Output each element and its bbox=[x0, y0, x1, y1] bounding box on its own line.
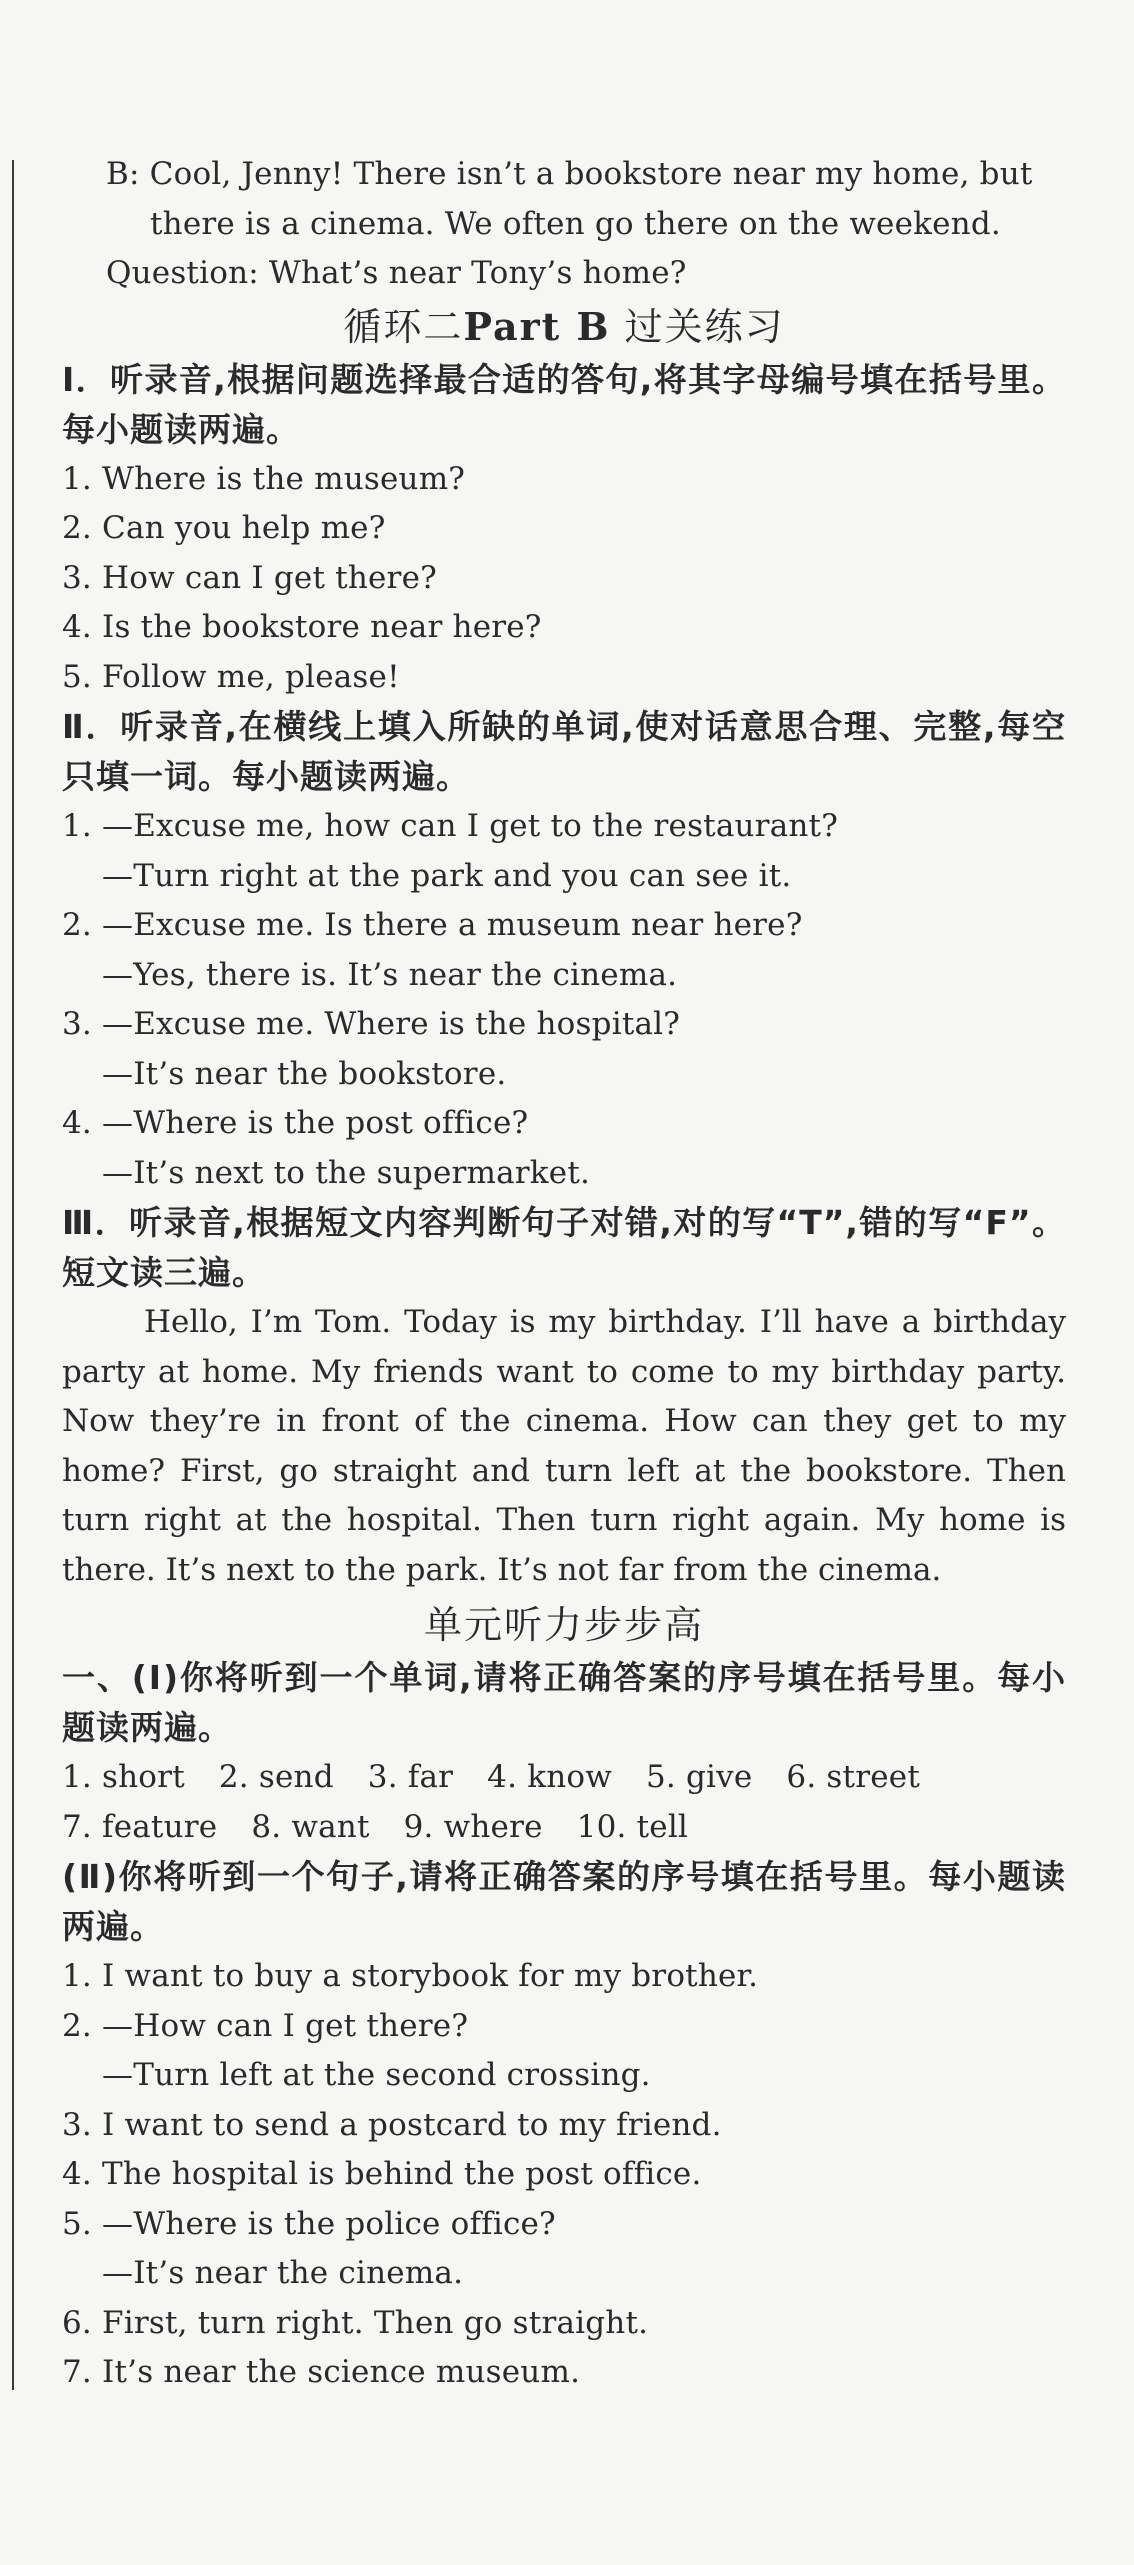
list-item: 4. Is the bookstore near here? bbox=[62, 609, 542, 645]
part3-instruction: Ⅲ．听录音,根据短文内容判断句子对错,对的写“T”,错的写“F”。短文读三遍。 bbox=[62, 1203, 1066, 1292]
question-line: Question: What’s near Tony’s home? bbox=[106, 255, 687, 291]
list-item: 1. Where is the museum? bbox=[62, 460, 466, 497]
sentence-item: —Turn left at the second crossing. bbox=[102, 2057, 651, 2093]
section-b-title-prefix: 循环二 bbox=[343, 304, 464, 349]
word-item: 3. far bbox=[367, 1759, 454, 1795]
word-item: 2. send bbox=[218, 1759, 334, 1795]
word-item: 10. tell bbox=[576, 1808, 689, 1845]
word-item: 7. feature bbox=[62, 1808, 218, 1845]
sub2-instruction: (Ⅱ)你将听到一个句子,请将正确答案的序号填在括号里。每小题读两遍。 bbox=[62, 1857, 1066, 1946]
dialogue-question: 2. —Excuse me. Is there a museum near here? bbox=[62, 907, 803, 943]
word-item: 4. know bbox=[487, 1759, 612, 1795]
list-item: 2. Can you help me? bbox=[62, 510, 386, 546]
dialogue-line-b: B: Cool, Jenny! There isn’t a bookstore near my home, but bbox=[106, 156, 1033, 192]
sub1-instruction: 一、(Ⅰ)你将听到一个单词,请将正确答案的序号填在括号里。每小题读两遍。 bbox=[62, 1658, 1066, 1747]
margin-rule bbox=[12, 160, 14, 2390]
sentence-item: 2. —How can I get there? bbox=[62, 2007, 469, 2044]
unit-listening-title: 单元听力步步高 bbox=[423, 1603, 704, 1647]
list-item: 5. Follow me, please! bbox=[62, 658, 400, 695]
sentence-item: 1. I want to buy a storybook for my brother. bbox=[62, 1958, 759, 1994]
dialogue-line-b-cont: there is a cinema. We often go there on the weekend. bbox=[150, 205, 1001, 242]
list-item: 3. How can I get there? bbox=[62, 559, 437, 596]
word-item: 1. short bbox=[62, 1759, 185, 1795]
sentence-item: 6. First, turn right. Then go straight. bbox=[62, 2304, 649, 2341]
page-content bbox=[62, 150, 1066, 2398]
section-b-title-bold: Part B bbox=[463, 303, 611, 349]
part1-instruction: Ⅰ．听录音,根据问题选择最合适的答句,将其字母编号填在括号里。每小题读两遍。 bbox=[62, 359, 1066, 449]
sentence-item: 7. It’s near the science museum. bbox=[62, 2354, 581, 2390]
word-item: 8. want bbox=[251, 1808, 370, 1845]
dialogue-answer: —Turn right at the park and you can see it. bbox=[102, 857, 792, 894]
dialogue-answer: —It’s next to the supermarket. bbox=[102, 1154, 591, 1191]
section-b-title-suffix: 过关练习 bbox=[624, 304, 785, 349]
sentence-item: 5. —Where is the police office? bbox=[62, 2205, 556, 2242]
section-b-title bbox=[62, 299, 1066, 355]
sentence-item: 4. The hospital is behind the post office. bbox=[62, 2156, 702, 2192]
sentence-item: —It’s near the cinema. bbox=[102, 2255, 464, 2291]
dialogue-answer: —Yes, there is. It’s near the cinema. bbox=[102, 956, 678, 993]
word-item: 9. where bbox=[403, 1808, 543, 1845]
dialogue-question: 3. —Excuse me. Where is the hospital? bbox=[62, 1006, 681, 1042]
dialogue-question: 4. —Where is the post office? bbox=[62, 1105, 529, 1141]
dialogue-question: 1. —Excuse me, how can I get to the restaurant? bbox=[62, 808, 839, 844]
word-item: 6. street bbox=[786, 1759, 920, 1795]
passage: Hello, I’m Tom. Today is my birthday. I’ll have a birthday party at home. My friends want to come to my birthday party. Now they’re in front of the cinema. How can they get to my home? First, go straight and turn left at the bookstore. Then turn right at the hospital. Then turn right again. My home is there. It’s next to the park. It’s not far from the cinema. bbox=[62, 1304, 1066, 1588]
word-row-2 bbox=[62, 1803, 1066, 1853]
sentence-item: 3. I want to send a postcard to my friend. bbox=[62, 2106, 722, 2143]
part2-instruction: Ⅱ．听录音,在横线上填入所缺的单词,使对话意思合理、完整,每空只填一词。每小题读两遍。 bbox=[62, 707, 1066, 796]
dialogue-answer: —It’s near the bookstore. bbox=[102, 1055, 507, 1092]
word-row-1 bbox=[62, 1753, 1066, 1803]
word-item: 5. give bbox=[645, 1759, 753, 1795]
